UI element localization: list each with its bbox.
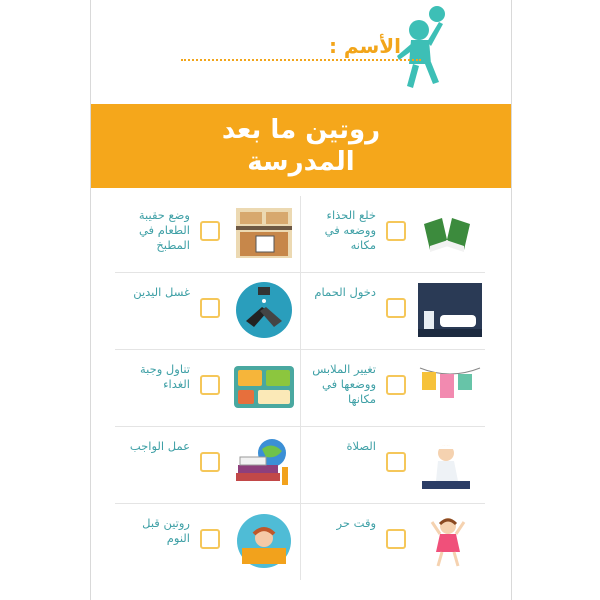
routine-checkbox[interactable] <box>386 221 406 241</box>
routine-item <box>301 273 486 349</box>
routine-item <box>115 350 300 426</box>
routine-item <box>301 350 486 426</box>
jumping-girl-icon <box>418 512 482 570</box>
routine-label: وضع حقيبة الطعام في المطبخ <box>138 208 190 252</box>
routine-item <box>301 504 486 580</box>
name-label: الأسم : <box>328 34 401 58</box>
routine-checkbox[interactable] <box>386 529 406 549</box>
routine-row <box>115 273 485 350</box>
routine-row <box>115 350 485 427</box>
routine-item <box>301 427 486 503</box>
routine-label: تناول وجبة الغداء <box>139 362 190 391</box>
routine-label: الصلاة <box>346 439 376 453</box>
lunch-tray-icon <box>232 358 296 416</box>
routine-grid <box>115 196 485 580</box>
routine-checkbox[interactable] <box>200 298 220 318</box>
name-write-line <box>181 58 421 61</box>
routine-checkbox[interactable] <box>200 221 220 241</box>
routine-checkbox[interactable] <box>386 375 406 395</box>
books-globe-icon <box>232 435 296 493</box>
routine-item <box>115 196 300 272</box>
sleeping-child-icon <box>232 512 296 570</box>
routine-label: تغيير الملابس ووضعها في مكانها <box>312 362 376 406</box>
routine-checkbox[interactable] <box>386 452 406 472</box>
shoes-icon <box>418 204 482 262</box>
routine-checkbox[interactable] <box>200 375 220 395</box>
hand-wash-icon <box>232 281 296 339</box>
routine-checkbox[interactable] <box>200 452 220 472</box>
kitchen-icon <box>232 204 296 262</box>
routine-checkbox[interactable] <box>386 298 406 318</box>
routine-item <box>115 504 300 580</box>
routine-item <box>115 427 300 503</box>
bathroom-icon <box>418 281 482 339</box>
routine-label: خلع الحذاء ووضعه في مكانه <box>324 208 376 252</box>
routine-item <box>115 273 300 349</box>
clothes-line-icon <box>418 358 482 416</box>
routine-row <box>115 427 485 504</box>
worksheet-page <box>90 0 512 600</box>
routine-row <box>115 196 485 273</box>
routine-label: عمل الواجب <box>129 439 190 453</box>
routine-checkbox[interactable] <box>200 529 220 549</box>
page-title: روتين ما بعد المدرسة <box>221 115 381 177</box>
routine-item <box>301 196 486 272</box>
routine-label: دخول الحمام <box>314 285 376 299</box>
routine-label: وقت حر <box>336 516 376 530</box>
routine-row <box>115 504 485 580</box>
routine-label: روتين قبل النوم <box>142 516 190 545</box>
praying-child-icon <box>418 435 482 493</box>
routine-label: غسل اليدين <box>133 285 190 299</box>
title-banner <box>91 104 511 188</box>
